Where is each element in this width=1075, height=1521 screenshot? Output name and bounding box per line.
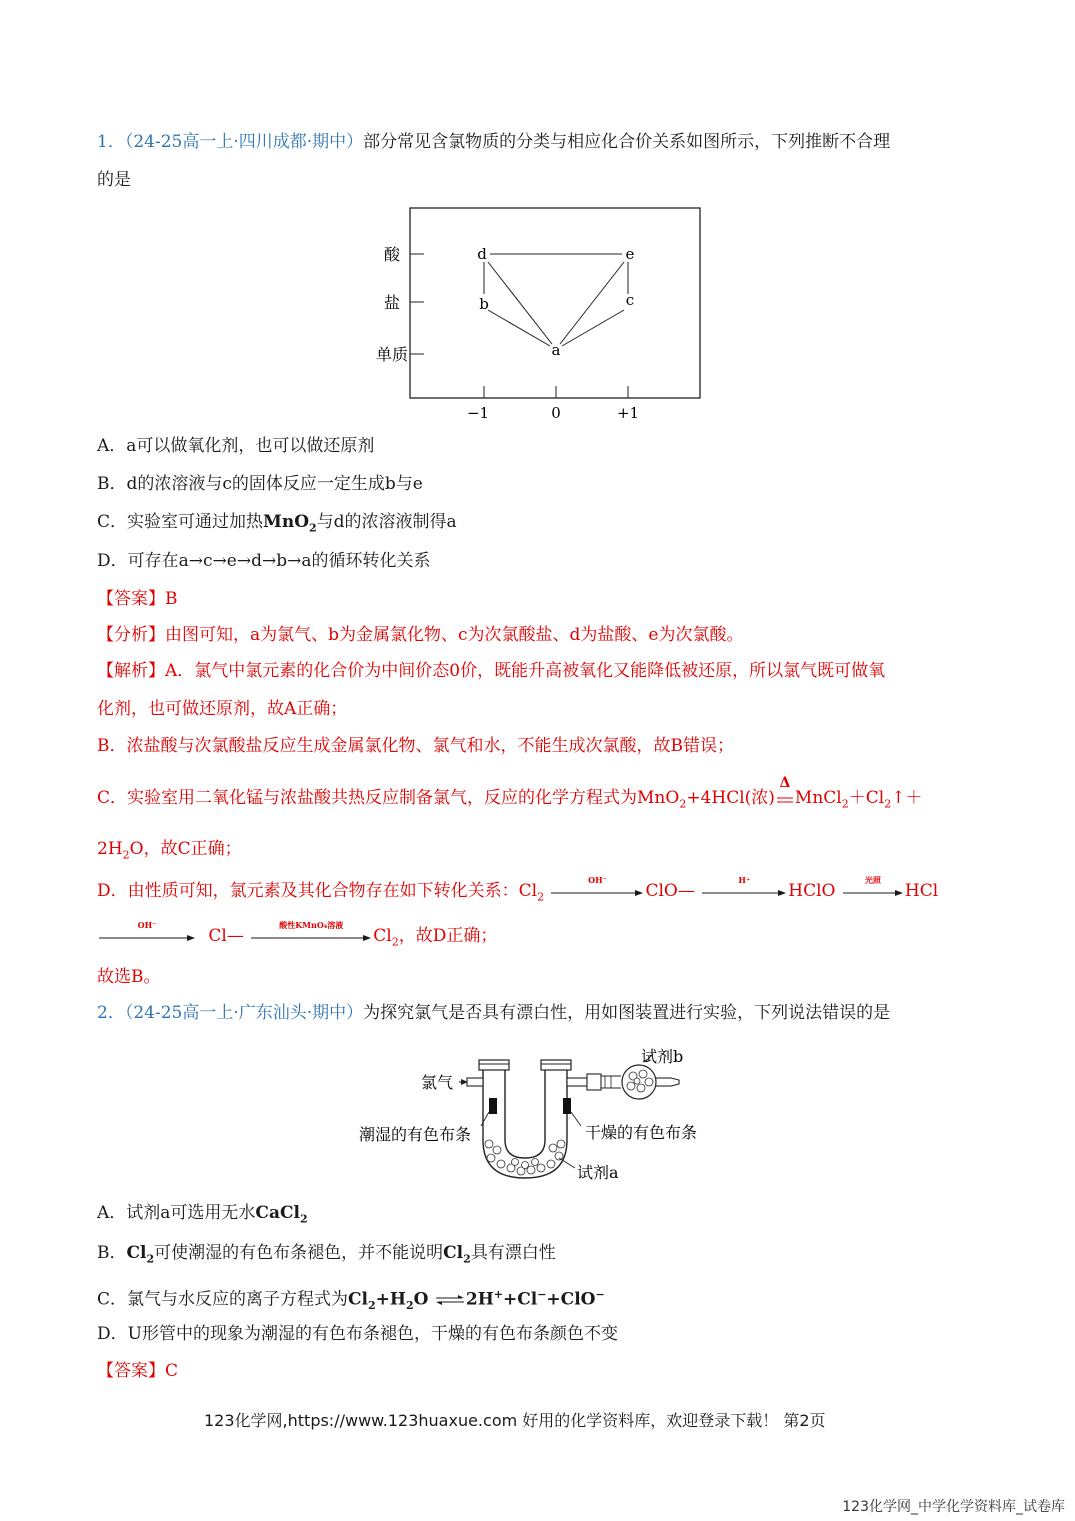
cl2: ＋Cl <box>848 788 885 808</box>
arrow-h-label: H⁺ <box>738 874 751 885</box>
q2-answer: 【答案】C <box>97 1361 179 1381</box>
cl2-formula-2: Cl <box>443 1243 464 1263</box>
heat-equals-sign <box>777 774 793 811</box>
q2-option-b: B．$Cl_2$可使潮湿的有色布条褪色，并不能说明$Cl_2$具有漂白性 <box>97 1243 556 1266</box>
cl2-end: Cl <box>373 926 392 946</box>
q1-stem-line1 <box>97 130 890 154</box>
point-c: c <box>625 291 635 309</box>
arrow-oh <box>551 874 643 904</box>
q1-analysis: 【分析】由图可知，a为氯气、b为金属氯化物、c为次氯酸盐、d为盐酸、e为次氯酸。 <box>97 625 744 645</box>
q1-number: 1． <box>97 132 125 152</box>
left-side-arm <box>467 1078 483 1086</box>
q1-answer: 【答案】B <box>97 589 178 609</box>
exp6-pre: D．由性质可知，氯元素及其化合物存在如下转化关系：Cl <box>97 881 538 901</box>
q1-explanation-line1: 【解析】A．氯气中氯元素的化合价为中间价态0价，既能升高被氧化又能降低被还原，所以氯气既可做氧 <box>97 661 886 681</box>
arrow-oh-label: OH⁻ <box>588 874 607 885</box>
delta-symbol: Δ <box>779 774 791 791</box>
mno2-subscript: 2 <box>309 521 317 535</box>
q2-stem <box>97 1001 890 1025</box>
exp4-pre: C．实验室用二氧化锰与浓盐酸共热反应制备氯气，反应的化学方程式为MnO <box>97 788 680 808</box>
exp4-mid: +4HCl(浓) <box>686 788 775 808</box>
q2-source: （24-25高一上·广东汕头·期中） <box>124 1003 364 1023</box>
cl-minus: Cl— <box>208 926 244 946</box>
q1-stem-text: 部分常见含氯物质的分类与相应化合价关系如图所示，下列推断不合理 <box>363 132 891 152</box>
right-side-arm <box>567 1078 587 1086</box>
q2-option-b-post: 具有漂白性 <box>470 1243 556 1263</box>
q2-option-d: D．U形管中的现象为潮湿的有色布条褪色，干燥的有色布条颜色不变 <box>97 1324 618 1344</box>
q1-explanation-line5: $2H_2O$，故C正确； <box>97 839 242 862</box>
q1-explanation-line2: 化剂，也可做还原剂，故A正确； <box>97 699 348 719</box>
arrow-oh-2 <box>99 919 195 949</box>
y-label-salt: 盐 <box>383 293 400 312</box>
q1-option-c-post: 与d的浓溶液制得a <box>316 512 457 532</box>
q1-option-c-pre: C．实验室可通过加热 <box>97 512 264 532</box>
line-b-a <box>488 310 550 346</box>
eq-cl: Cl <box>348 1289 369 1310</box>
exp4-post: ↑＋ <box>891 788 923 808</box>
label-wet-cloth: 潮湿的有色布条 <box>359 1125 472 1144</box>
watermark: 123化学网_中学化学资料库_试卷库 <box>842 1499 1065 1515</box>
q1-option-d: D．可存在a→c→e→d→b→a的循环转化关系 <box>97 551 431 571</box>
hclo: HClO <box>788 881 836 901</box>
eq-cl-minus: +Cl <box>502 1289 538 1310</box>
eq-h: +H <box>375 1289 406 1310</box>
q2-option-b-pre: B． <box>97 1243 127 1263</box>
right-stopper <box>541 1060 571 1070</box>
clo-minus: ClO— <box>645 881 695 901</box>
wet-cloth-strip <box>489 1098 497 1114</box>
q1-option-b: B．d的浓溶液与c的固体反应一定生成b与e <box>97 474 423 494</box>
line-e-a <box>560 262 624 344</box>
q2-option-c-pre: C．氯气与水反应的离子方程式为 <box>97 1289 349 1310</box>
arrow-light <box>843 874 903 904</box>
exp5-pre: 2H <box>97 839 123 859</box>
q1-explanation-line6: D．由性质可知，氯元素及其化合物存在如下转化关系：$Cl_2$ OH⁻ ClO— H⁺ HClO 光照 HCl <box>97 879 938 909</box>
q2-option-b-mid: 可使潮湿的有色布条褪色，并不能说明 <box>154 1243 444 1263</box>
exp7-post: ，故D正确； <box>398 926 498 946</box>
point-e: e <box>625 245 635 263</box>
q1-explanation-line3: B．浓盐酸与次氯酸盐反应生成金属氯化物、氯气和水，不能生成次氯酸，故B错误； <box>97 736 734 756</box>
label-dry-cloth: 干燥的有色布条 <box>585 1123 698 1142</box>
arrow-h <box>702 874 786 904</box>
q2-apparatus-diagram <box>355 1040 725 1188</box>
q1-explanation-line4: C．实验室用二氧化锰与浓盐酸共热反应制备氯气，反应的化学方程式为MnO$_2$+4HCl(浓) Δ $MnCl_2+Cl_2↑+$ <box>97 786 922 816</box>
point-a: a <box>551 341 561 359</box>
eq-o: O <box>413 1289 429 1310</box>
arrow-kmno4-label: 酸性KMnO₄溶液 <box>279 919 344 930</box>
x-label-minus1: −1 <box>466 404 490 422</box>
cl2-formula-1: Cl <box>126 1243 147 1263</box>
q1-conclusion: 故选B。 <box>97 967 161 987</box>
q1-valence-diagram <box>360 200 710 425</box>
q1-source: （24-25高一上·四川成都·期中） <box>124 132 364 152</box>
line-c-a <box>562 310 624 346</box>
arrow-light-label: 光照 <box>864 874 881 885</box>
q2-option-c: C．氯气与水反应的离子方程式为$Cl_2+H_2O$ 2H++Cl−+ClO− <box>97 1288 605 1313</box>
q2-option-a-pre: A．试剂a可选用无水 <box>97 1203 256 1223</box>
exp5-post: O，故C正确； <box>129 839 242 859</box>
equilibrium-arrow <box>436 1288 464 1312</box>
left-stopper <box>479 1060 509 1070</box>
q2-option-a: A．试剂a可选用无水CaCl$_2$ <box>97 1203 308 1226</box>
mncl2: MnCl <box>794 788 842 808</box>
hcl: HCl <box>904 881 939 901</box>
q2-number: 2． <box>97 1003 125 1023</box>
u-tube-inner <box>505 1068 545 1158</box>
diagram-frame <box>410 208 700 398</box>
drying-tube-neck <box>587 1074 601 1090</box>
q1-stem-line2: 的是 <box>97 170 131 190</box>
arrow-kmno4 <box>251 919 371 949</box>
y-label-element: 单质 <box>375 345 408 364</box>
point-d: d <box>477 245 487 263</box>
eq-clo-minus: +ClO <box>546 1289 596 1310</box>
x-label-zero: 0 <box>551 404 561 422</box>
q1-option-a: A．a可以做氧化剂，也可以做还原剂 <box>97 436 375 456</box>
point-b: b <box>479 295 489 313</box>
q1-option-c <box>97 510 457 540</box>
label-reagent-b: 试剂b <box>641 1047 684 1066</box>
dry-cloth-strip <box>563 1098 571 1114</box>
mno2-formula: MnO <box>263 512 310 532</box>
page-footer: 123化学网,https://www.123huaxue.com 好用的化学资料库，欢迎登录下载！ 第2页 <box>204 1411 826 1430</box>
y-label-acid: 酸 <box>383 245 400 264</box>
label-reagent-a: 试剂a <box>577 1163 619 1182</box>
arrow-oh-2-label: OH⁻ <box>137 919 157 930</box>
cacl2-formula: CaCl <box>255 1203 300 1223</box>
label-chlorine: 氯气 <box>421 1073 454 1092</box>
q2-stem-text: 为探究氯气是否具有漂白性，用如图装置进行实验，下列说法错误的是 <box>363 1003 891 1023</box>
x-label-plus1: +1 <box>616 404 640 422</box>
q1-explanation-line7: OH⁻ Cl— 酸性KMnO₄溶液 $Cl_2$，故D正确； <box>97 924 497 954</box>
line-d-a <box>488 262 552 344</box>
eq-2h: 2H <box>465 1289 494 1310</box>
